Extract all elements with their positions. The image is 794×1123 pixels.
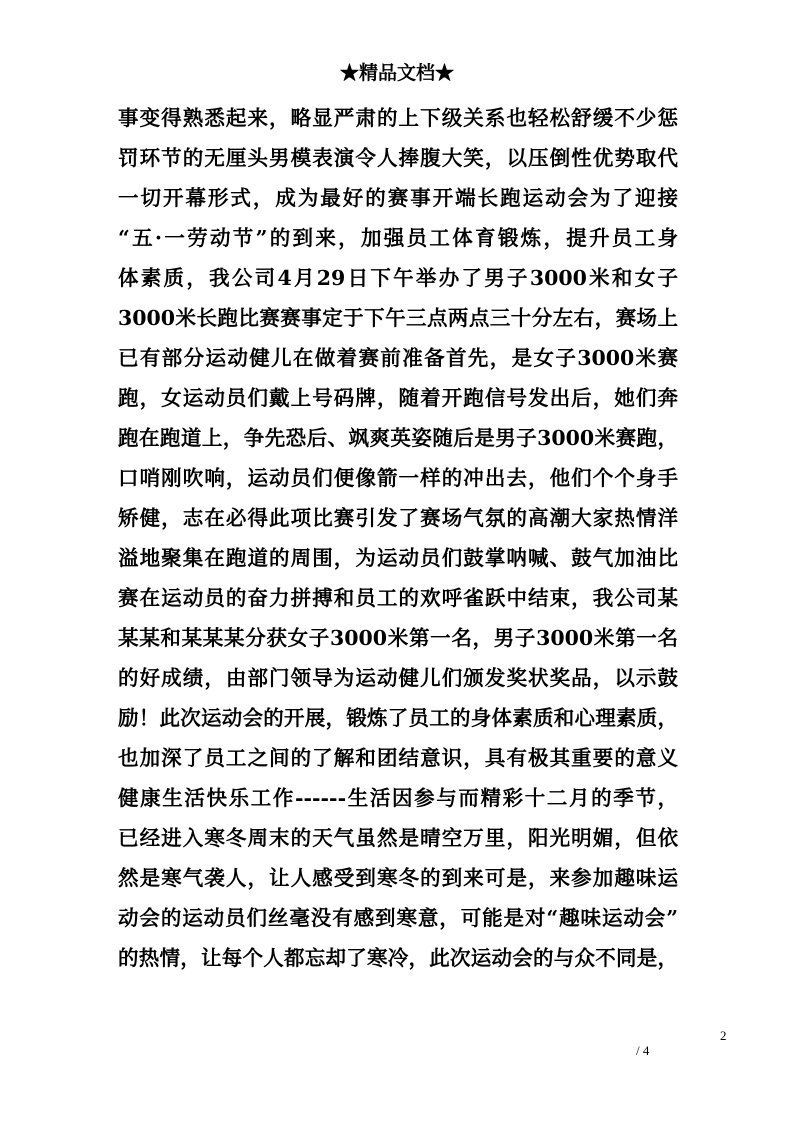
- text-line: 已经进入寒冬周末的天气虽然是晴空万里，阳光明媚，但依: [118, 826, 678, 850]
- text-line: 溢地聚集在跑道的周围，为运动员们鼓掌呐喊、鼓气加油比: [118, 546, 678, 570]
- text-line: 某某和某某某分获女子3000米第一名，男子3000米第一名: [118, 626, 678, 650]
- text-line: 事变得熟悉起来，略显严肃的上下级关系也轻松舒缓不少惩: [118, 106, 678, 130]
- text-line: 励！此次运动会的开展，锻炼了员工的身体素质和心理素质，: [118, 706, 678, 730]
- text-line: 一切开幕形式，成为最好的赛事开端长跑运动会为了迎接: [118, 186, 678, 210]
- text-line: 动会的运动员们丝毫没有感到寒意，可能是对“趣味运动会”: [118, 906, 678, 930]
- text-line: 罚环节的无厘头男模表演令人捧腹大笑，以压倒性优势取代: [118, 146, 678, 170]
- text-line: 已有部分运动健儿在做着赛前准备首先，是女子3000米赛: [118, 346, 678, 370]
- text-line: 跑在跑道上，争先恐后、飒爽英姿随后是男子3000米赛跑，: [118, 426, 678, 450]
- text-line: 的热情，让每个人都忘却了寒冷，此次运动会的与众不同是，: [118, 946, 678, 970]
- text-line: 口哨刚吹响，运动员们便像箭一样的冲出去，他们个个身手: [118, 466, 678, 490]
- text-line: 矫健，志在必得此项比赛引发了赛场气氛的高潮大家热情洋: [118, 506, 678, 530]
- page-count: / 4: [636, 1043, 650, 1058]
- document-header: ★精品文档★: [339, 62, 454, 84]
- text-line: “五·一劳动节”的到来，加强员工体育锻炼，提升员工身: [118, 226, 678, 250]
- body-text: [118, 98, 678, 978]
- text-line: 3000米长跑比赛赛事定于下午三点两点三十分左右，赛场上: [118, 306, 678, 330]
- page-number: 2: [720, 1028, 727, 1043]
- text-line: 体素质，我公司4月29日下午举办了男子3000米和女子: [118, 266, 678, 290]
- text-line: 跑，女运动员们戴上号码牌，随着开跑信号发出后，她们奔: [118, 386, 678, 410]
- text-line: 的好成绩，由部门领导为运动健儿们颁发奖状奖品，以示鼓: [118, 666, 678, 690]
- text-line: 也加深了员工之间的了解和团结意识，具有极其重要的意义: [118, 746, 678, 770]
- text-line: 赛在运动员的奋力拼搏和员工的欢呼雀跃中结束，我公司某: [118, 586, 678, 610]
- text-line: 健康生活快乐工作------生活因参与而精彩十二月的季节，: [118, 786, 678, 810]
- text-line: 然是寒气袭人，让人感受到寒冬的到来可是，来参加趣味运: [118, 866, 678, 890]
